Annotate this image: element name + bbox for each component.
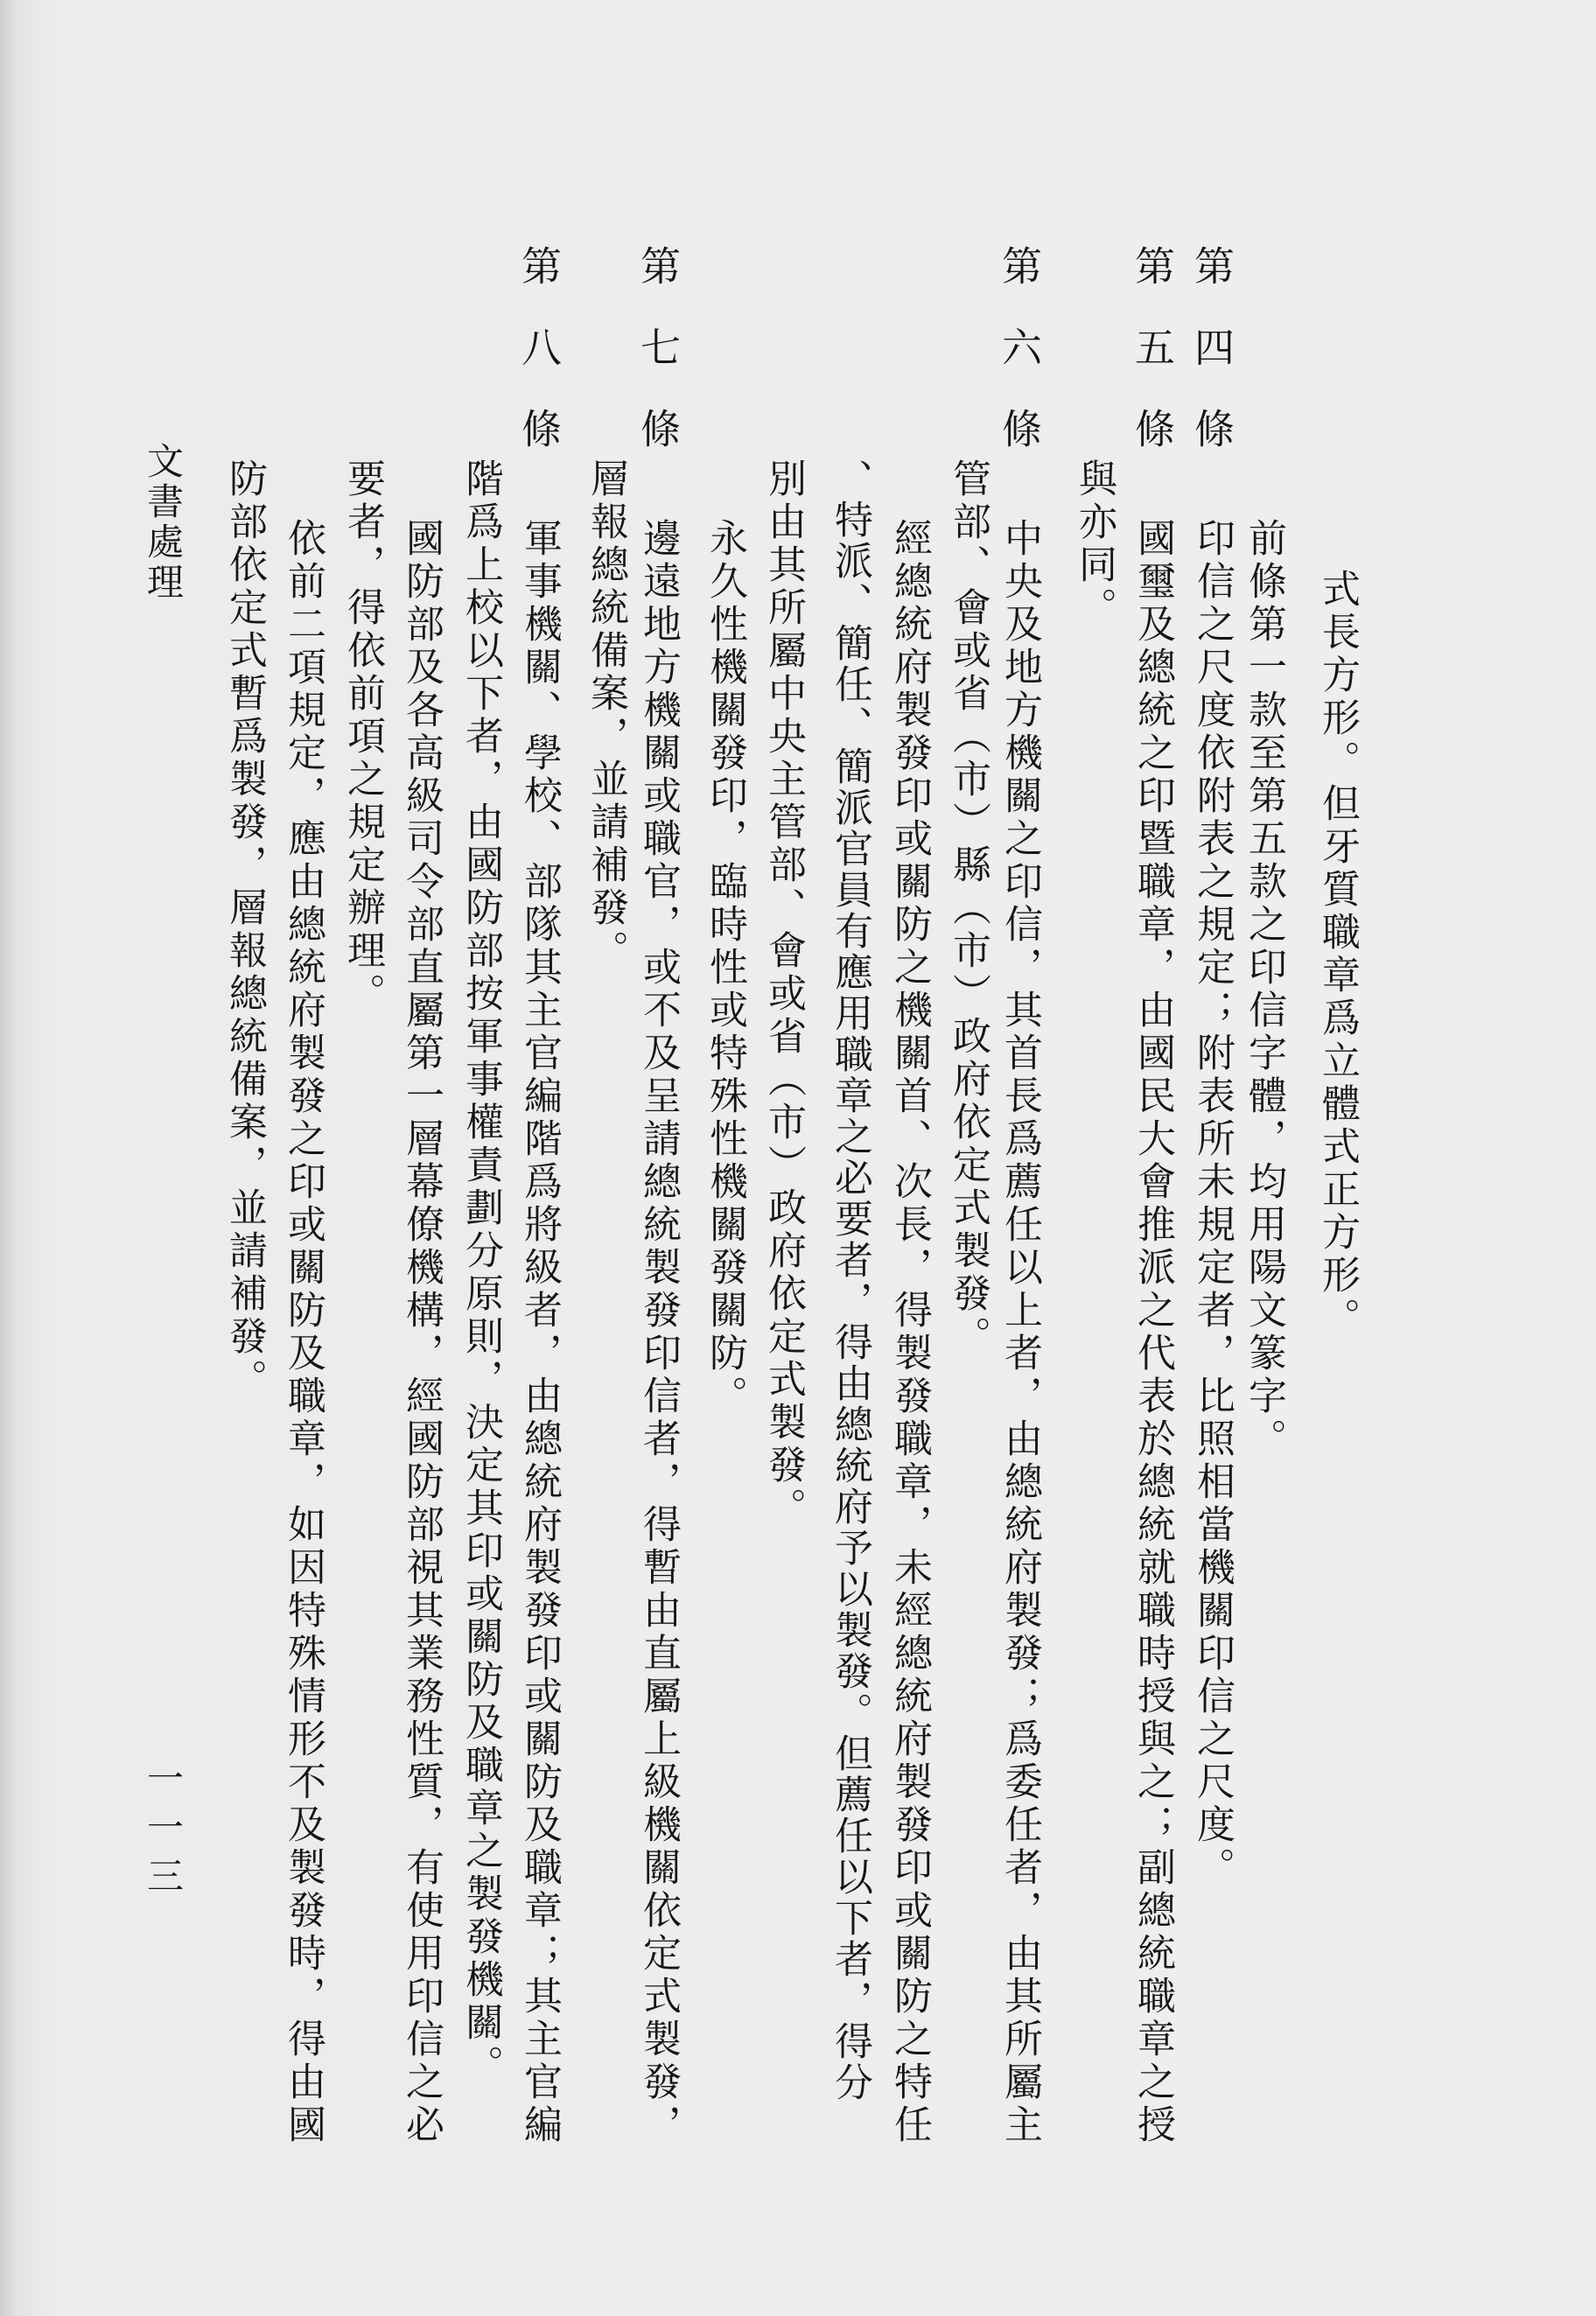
text-line: 邊遠地方機關或職官，或不及呈請總統製發印信者，得暫由直屬上級機關依定式製發， bbox=[636, 518, 681, 2147]
text-line: 與亦同。 bbox=[1072, 458, 1116, 630]
text-line: 防部依定式暫爲製發，層報總統備案，並請補發。 bbox=[222, 458, 267, 1402]
text-line: 依前二項規定，應由總統府製發之印或關防及職章，如因特殊情形不及製發時，得由國 bbox=[281, 518, 326, 2147]
article-heading-5: 第五條 bbox=[1129, 245, 1176, 489]
text-line: 式長方形。但牙質職章爲立體式正方形。 bbox=[1315, 569, 1360, 1340]
running-head: 文書處理 bbox=[142, 442, 185, 603]
text-line: 前條第一款至第五款之印信字體，均用陽文篆字。 bbox=[1242, 518, 1286, 1461]
article-heading-6: 第六條 bbox=[996, 245, 1043, 489]
article-heading-4: 第四條 bbox=[1188, 245, 1236, 489]
page-number: 一一三 bbox=[142, 1759, 185, 1906]
text-line: 管部、會或省（市）縣（市）政府依定式製發。 bbox=[946, 458, 990, 1359]
text-line: 中央及地方機關之印信，其首長爲薦任以上者，由總統府製發；爲委任者，由其所屬主 bbox=[998, 518, 1042, 2147]
text-line: 層報總統備案，並請補發。 bbox=[584, 458, 628, 973]
text-line: 軍事機關、學校、部隊其主官編階爲將級者，由總統府製發印或關防及職章；其主官編 bbox=[517, 518, 562, 2147]
article-heading-8: 第八條 bbox=[515, 245, 563, 489]
text-line: 永久性機關發印，臨時性或特殊性機關發關防。 bbox=[703, 518, 747, 1418]
text-line: 階爲上校以下者，由國防部按軍事權責劃分原則，決定其印或關防及職章之製發機關。 bbox=[458, 458, 503, 2088]
text-line: 別由其所屬中央主管部、會或省（市）政府依定式製發。 bbox=[761, 458, 806, 1530]
text-line: 經總統府製發印或關防之機關首、次長，得製發職章，未經總統府製發印或關防之特任 bbox=[887, 518, 932, 2147]
text-line: 印信之尺度依附表之規定；附表所未規定者，比照相當機關印信之尺度。 bbox=[1190, 518, 1235, 1890]
text-line: 、特派、簡任、簡派官員有應用職章之必要者，得由總統府予以製發。但薦任以下者，得分 bbox=[828, 458, 872, 2103]
text-line: 國防部及各高級司令部直屬第一層幕僚機構，經國防部視其業務性質，有使用印信之必 bbox=[399, 518, 444, 2147]
article-heading-7: 第七條 bbox=[634, 245, 682, 489]
text-line: 要者，得依前項之規定辦理。 bbox=[340, 458, 385, 1016]
text-line: 國璽及總統之印暨職章，由國民大會推派之代表於總統就職時授與之；副總統職章之授 bbox=[1130, 518, 1175, 2147]
